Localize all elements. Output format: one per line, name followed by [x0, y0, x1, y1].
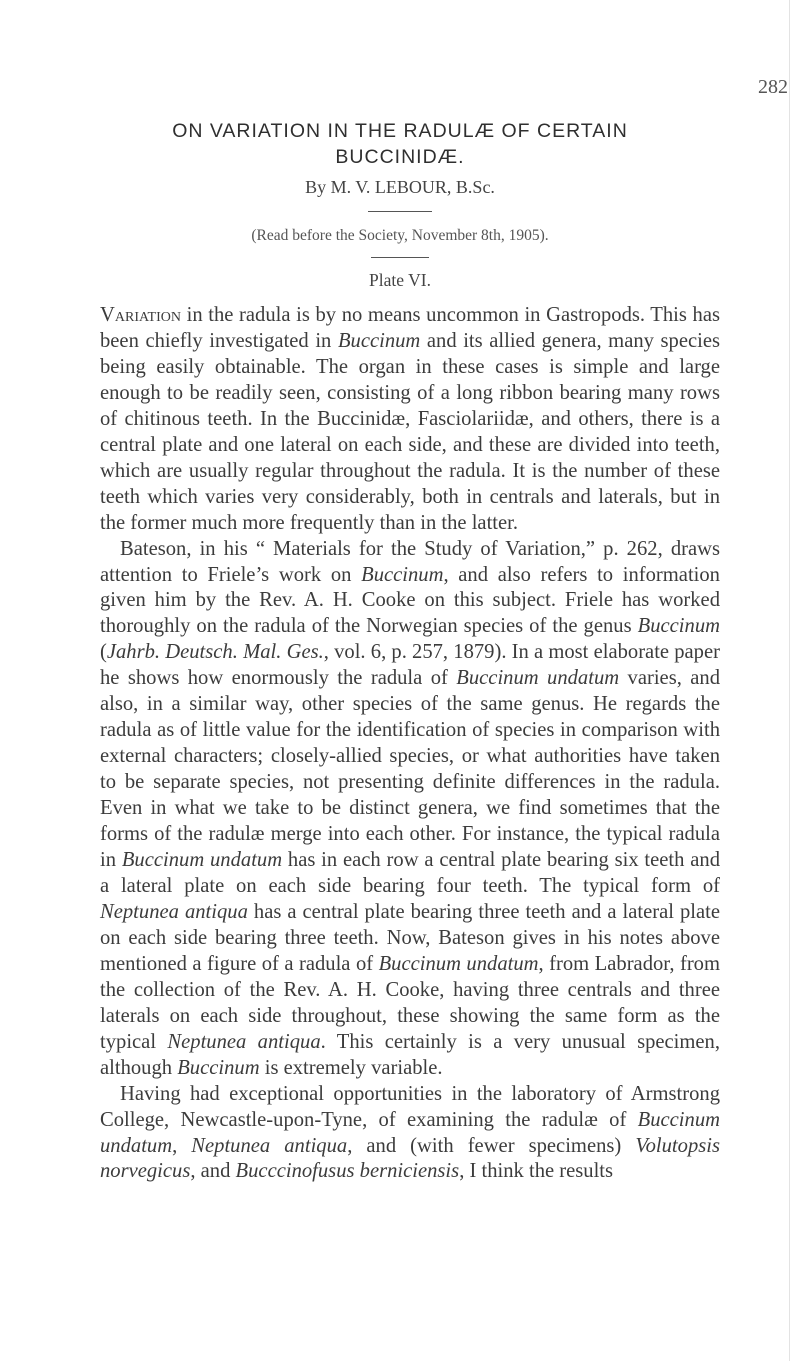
italic-name: Buccinum [637, 615, 720, 638]
text-run: has in each row a central plate bearing six teeth and a lateral plate on each side bearing four teeth. The typical form of [100, 849, 720, 897]
paragraph-3 [100, 1082, 720, 1186]
plate-label: Plate VI. [369, 270, 431, 290]
text-run: . This certainly is a very unusual specimen, although [100, 1030, 720, 1079]
text-run: is extremely variable. [259, 1056, 443, 1079]
italic-name: Neptunea antiqua [100, 900, 248, 923]
lead-word: Variation [100, 304, 181, 326]
italic-name: Buccinum undatum [100, 1108, 720, 1157]
text-run: Having had exceptional opportunities in the laboratory of Armstrong College, Newcastle-upon-Tyne, of examining the radulæ of [100, 1082, 720, 1131]
title-line-1: ON VARIATION IN THE RADULÆ OF CERTAIN [172, 120, 628, 142]
text-run: has a central plate bearing three teeth and a lateral plate on each side bearing three teeth. Now, Bateson gives in his notes above mentioned a figure of a radula of [100, 900, 720, 975]
text-run: , [172, 1134, 192, 1157]
italic-name: Volutopsis norvegicus [100, 1134, 720, 1183]
text-run: , from Labrador, from the collection of the Rev. A. H. Cooke, having three centrals and three laterals on each side throughout, these showing the same form as the typical [100, 952, 720, 1053]
paragraph-2 [100, 537, 720, 1082]
divider-rule [368, 211, 432, 212]
italic-name: Buccinum undatum [121, 849, 283, 872]
page-edge [789, 0, 790, 1361]
italic-name: Buccinum [361, 563, 444, 586]
title-line-2: BUCCINIDÆ. [335, 146, 465, 168]
italic-name: Buccinum [177, 1056, 260, 1079]
article-title [100, 118, 700, 170]
text-run: , vol. 6, p. 257, 1879). In a most elaborate paper he shows how enormously the radula of [100, 641, 720, 690]
italic-name: Buccinum undatum [456, 667, 620, 690]
text-run: , and [190, 1160, 236, 1183]
italic-name: Bucccinofusus berniciensis [235, 1160, 460, 1183]
text-run: , and also refers to information given him by the Rev. A. H. Cooke on this subject. Friele has worked thoroughly on the radula of the Norwegian species of the genus [100, 563, 720, 638]
text-run: ( [100, 641, 107, 664]
text-run: , and (with fewer specimens) [347, 1134, 636, 1157]
italic-citation: Jahrb. Deutsch. Mal. Ges. [106, 641, 324, 664]
italic-name: Neptunea antiqua [167, 1030, 321, 1053]
text-run: varies, and also, in a similar way, other species of the same genus. He regards the radula as of little value for the identification of species in comparison with external characters; closely-allied species, or what authorities have taken to be separate species, not presenting definite differences in the radula. Even in what we take to be distinct genera, we find sometimes that the forms of the radulæ merge into each other. For instance, the typical radula in [100, 667, 720, 872]
italic-name: Neptunea antiqua [191, 1134, 348, 1157]
divider-rule [371, 257, 429, 258]
text-run: Bateson, in his “ Materials for the Study of Variation,” p. 262, draws attention to Friele’s work on [100, 537, 720, 586]
italic-name: Buccinum [337, 329, 421, 352]
author-byline: By M. V. LEBOUR, B.Sc. [305, 177, 495, 197]
italic-name: Buccinum undatum [378, 952, 539, 975]
text-run: , I think the results [459, 1160, 614, 1183]
article-body [100, 303, 720, 1185]
page-number: 282 [758, 76, 788, 98]
paragraph-1 [100, 303, 720, 537]
text-run: in the radula is by no means uncommon in Gastropods. This has been chiefly investigated in [100, 304, 720, 352]
text-run: and its allied genera, many species being easily obtainable. The organ in these cases is simple and large enough to be readily seen, consisting of a long ribbon bearing many rows of chitinous teeth. In the Buccinidæ, Fasciolariidæ, and others, there is a central plate and one lateral on each side, and these are divided into teeth, which are usually regular throughout the radula. It is the number of these teeth which varies very considerably, both in centrals and laterals, but in the former much more frequently than in the latter. [100, 329, 720, 534]
read-note: (Read before the Society, November 8th, 1905). [251, 227, 549, 244]
